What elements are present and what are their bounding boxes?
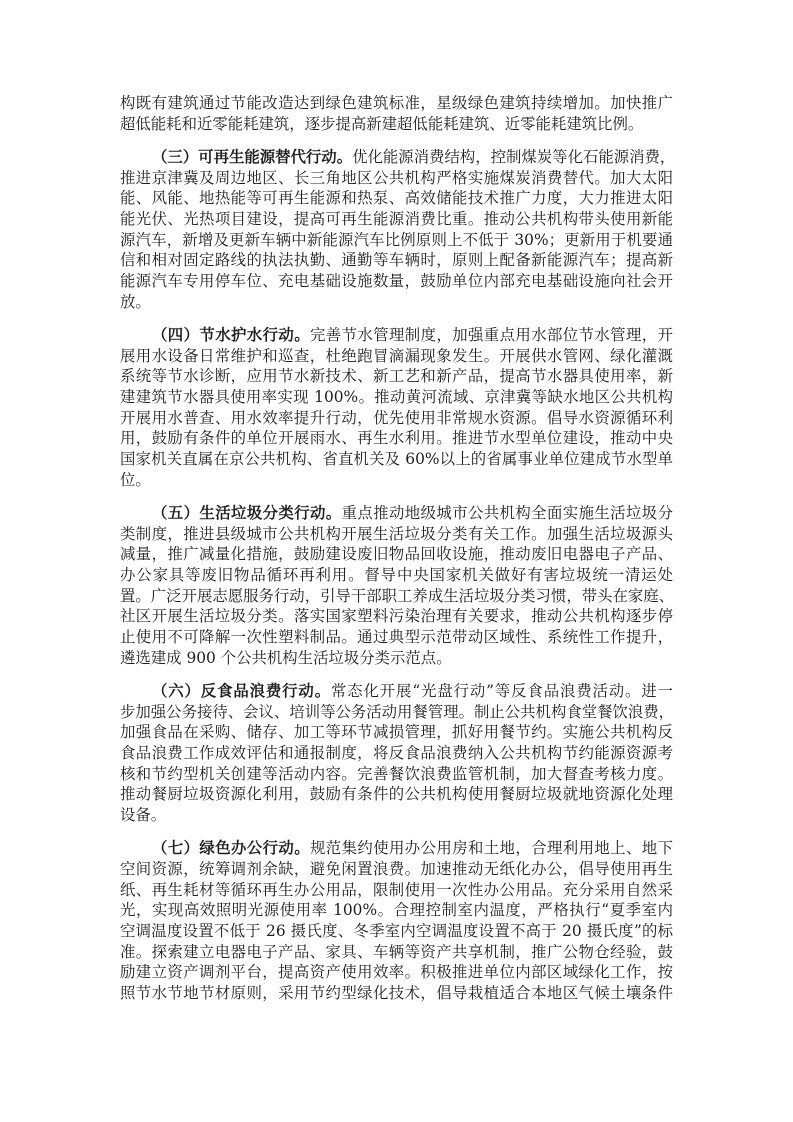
line-text: 设备。	[120, 806, 167, 824]
text-line	[120, 921, 673, 942]
text-line	[120, 838, 673, 859]
line-text: 完善节水管理制度，加强重点用水部位节水管理，开	[310, 325, 673, 344]
line-text: 展用水设备日常维护和巡查，杜绝跑冒滴漏现象发生。开展供水管网、绿化灌溉	[120, 346, 673, 365]
text-line	[120, 93, 673, 114]
text-line	[120, 271, 673, 292]
text-line	[120, 702, 673, 723]
line-text: 信和相对固定路线的执法执勤、通勤等车辆时，原则上配备新能源汽车；提高新	[120, 251, 673, 270]
line-text: 核和节约型机关创建等活动内容。完善餐饮浪费监管机制，加大督查考核力度。	[120, 764, 673, 783]
paragraph	[120, 93, 673, 134]
line-text: 放。	[120, 292, 151, 311]
line-text: 照节水节地节材原则，采用节约型绿化技术，倡导栽植适合本地区气候土壤条件	[120, 984, 673, 1002]
text-line	[120, 900, 673, 921]
text-line	[120, 880, 673, 901]
text-line	[120, 503, 673, 524]
line-text: 社区开展生活垃圾分类。落实国家塑料污染治理有关要求，推动公共机构逐步停	[120, 607, 673, 626]
line-text: 加强食品在采购、储存、加工等环节减损管理，抓好用餐节约。实施公共机构反	[120, 723, 673, 742]
text-line	[120, 168, 673, 189]
line-text: 减量，推广减量化措施，鼓励建设废旧物品回收设施，推动废旧电器电子产品、	[120, 545, 673, 564]
section-heading: （六）反食品浪费行动。	[152, 681, 331, 700]
line-text: 超低能耗和近零能耗建筑，逐步提高新建超低能耗建筑、近零能耗建筑比例。	[120, 114, 644, 133]
text-line	[120, 250, 673, 271]
section-heading: （三）可再生能源替代行动。	[152, 147, 353, 166]
text-line	[120, 648, 673, 669]
line-text: 能源汽车专用停车位、充电基础设施数量，鼓励单位内部充电基础设施向社会开	[120, 272, 673, 290]
section-heading: （五）生活垃圾分类行动。	[152, 503, 342, 522]
line-text: 源汽车，新增及更新车辆中新能源汽车比例原则上不低于 30%；更新用于机要通	[120, 230, 673, 249]
text-line	[120, 408, 673, 429]
line-text: 建建筑节水器具使用率实现 100%。推动黄河流域、京津冀等缺水地区公共机构	[120, 387, 673, 406]
line-text: 常态化开展“光盘行动”等反食品浪费活动。进一	[330, 681, 673, 700]
line-text: 步加强公务接待、会议、培训等公务活动用餐管理。制止公共机构食堂餐饮浪费，	[120, 702, 675, 721]
line-text: 遴选建成 900 个公共机构生活垃圾分类示范点。	[120, 648, 452, 667]
line-text: 用，鼓励有条件的单位开展雨水、再生水利用。推进节水型单位建设，推动中央	[120, 429, 673, 448]
line-text: 食品浪费工作成效评估和通报制度，将反食品浪费纳入公共机构节约能源资源考	[120, 743, 673, 762]
text-line	[120, 325, 673, 346]
line-text: 止使用不可降解一次性塑料制品。通过典型示范带动区域性、系统性工作提升，	[120, 628, 673, 646]
line-text: 空调温度设置不低于 26 摄氏度、冬季室内空调温度设置不高于 20 摄氏度”的标	[120, 921, 673, 940]
line-text: 空间资源，统筹调剂余缺，避免闲置浪费。加速推动无纸化办公，倡导使用再生	[120, 859, 673, 878]
line-text: 位。	[120, 470, 151, 489]
line-text: 国家机关直属在京公共机构、省直机关及 60%以上的省属事业单位建成节水型单	[120, 450, 673, 468]
document-page	[120, 93, 676, 1016]
text-line	[120, 805, 673, 826]
section-heading: （七）绿色办公行动。	[152, 839, 310, 858]
line-text: 推动餐厨垃圾资源化利用，鼓励有条件的公共机构使用餐厨垃圾就地资源化处理	[120, 785, 673, 804]
text-line	[120, 983, 673, 1004]
paragraph	[120, 147, 676, 313]
line-text: 类制度，推进县级城市公共机构开展生活垃圾分类有关工作。加强生活垃圾源头	[120, 524, 673, 543]
line-text: 重点推动地级城市公共机构全面实施生活垃圾分	[341, 503, 673, 522]
line-text: 能、风能、地热能等可再生能源和热泵、高效储能技术推广力度，大力推进太阳	[120, 189, 673, 208]
text-line	[120, 942, 673, 963]
text-line	[120, 524, 673, 545]
line-text: 开展用水普查、用水效率提升行动，优先使用非常规水资源。倡导水资源循环利	[120, 408, 673, 427]
text-line	[120, 586, 673, 607]
text-line	[120, 470, 673, 491]
line-text: 置。广泛开展志愿服务行动，引导干部职工养成生活垃圾分类习惯，带头在家庭、	[120, 586, 675, 605]
text-line	[120, 366, 673, 387]
line-text: 规范集约使用办公用房和土地，合理利用地上、地下	[310, 839, 673, 858]
text-line	[120, 114, 673, 135]
line-text: 准。探索建立电器电子产品、家具、车辆等资产共享机制，推广公物仓经验，鼓	[120, 942, 673, 961]
text-line	[120, 743, 673, 764]
text-line	[120, 962, 673, 983]
text-line	[120, 209, 673, 230]
text-line	[120, 544, 673, 565]
paragraph	[120, 838, 673, 1004]
text-line	[120, 147, 676, 168]
text-line	[120, 681, 673, 702]
text-line	[120, 387, 673, 408]
section-heading: （四）节水护水行动。	[152, 325, 310, 344]
text-line	[120, 188, 673, 209]
line-text: 办公家具等废旧物品循环再利用。督导中央国家机关做好有害垃圾统一清运处	[120, 565, 673, 584]
line-text: 光，实现高效照明光源使用率 100%。合理控制室内温度，严格执行“夏季室内	[120, 901, 673, 920]
line-text: 优化能源消费结构，控制煤炭等化石能源消费，	[352, 147, 676, 166]
text-line	[120, 449, 673, 470]
line-text: 推进京津冀及周边地区、长三角地区公共机构严格实施煤炭消费替代。加大太阳	[120, 168, 673, 187]
text-line	[120, 764, 673, 785]
text-line	[120, 428, 673, 449]
text-line	[120, 230, 673, 251]
text-line	[120, 859, 673, 880]
paragraph	[120, 681, 673, 826]
line-text: 系统等节水诊断，应用节水新技术、新工艺和新产品，提高节水器具使用率，新	[120, 367, 673, 386]
text-line	[120, 292, 673, 313]
line-text: 纸、再生耗材等循环再生办公用品，限制使用一次性办公用品。充分采用自然采	[120, 880, 673, 899]
text-line	[120, 627, 673, 648]
text-line	[120, 784, 673, 805]
text-line	[120, 565, 673, 586]
paragraph	[120, 503, 673, 669]
text-line	[120, 606, 673, 627]
line-text: 构既有建筑通过节能改造达到绿色建筑标准，星级绿色建筑持续增加。加快推广	[120, 94, 673, 112]
text-line	[120, 722, 673, 743]
line-text: 励建立资产调剂平台，提高资产使用效率。积极推进单位内部区域绿化工作，按	[120, 963, 673, 982]
text-line	[120, 346, 673, 367]
line-text: 能光伏、光热项目建设，提高可再生能源消费比重。推动公共机构带头使用新能	[120, 209, 673, 228]
paragraph	[120, 325, 673, 491]
